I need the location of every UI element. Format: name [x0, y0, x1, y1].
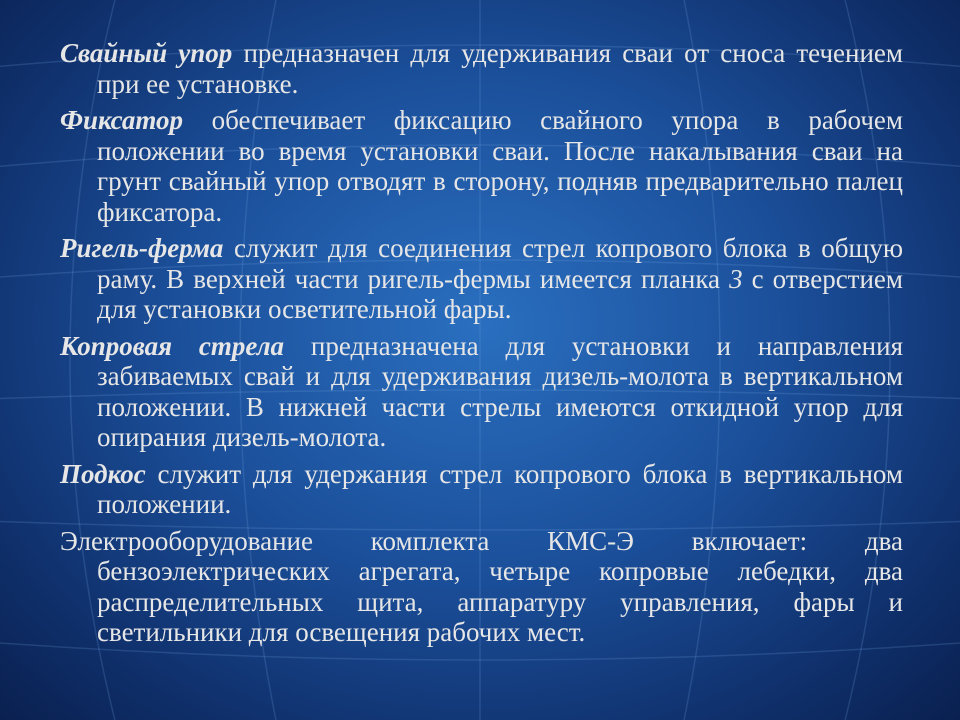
reference-number: 3	[729, 263, 743, 294]
paragraph-text: Электрооборудование комплекта КМС-Э включает: два бензоэлектрических агрегата, четыре копровые лебедки, два распределительных щита, аппаратуру управления, фары и светильники для освещения рабочих мест.	[60, 525, 903, 647]
paragraph-text: предназначен для удерживания сваи от сноса течением при ее установке.	[97, 38, 903, 99]
term-podkos: Подкос	[60, 458, 146, 489]
paragraph-text: служит для удержания стрел копрового блока в вертикальном положении.	[97, 458, 903, 519]
term-fiksator: Фиксатор	[60, 105, 184, 135]
paragraph-svainyi-upor	[60, 38, 903, 99]
paragraph-text: с отверстием для установки осветительной фары.	[97, 263, 903, 324]
paragraph-podkos	[60, 459, 903, 520]
term-svainyi-upor: Свайный упор	[60, 38, 233, 68]
paragraph-text: обеспечивает фиксацию свайного упора в рабочем положении во время установки сваи. После накалывания сваи на грунт свайный упор отводят в сторону, подняв предварительно палец фиксатора.	[97, 105, 903, 227]
term-rigel-ferma: Ригель-ферма	[60, 233, 224, 263]
paragraph-koprovaya-strela	[60, 331, 903, 453]
paragraph-rigel-ferma	[60, 233, 903, 325]
slide-body	[60, 38, 903, 654]
paragraph-fiksator	[60, 105, 903, 227]
paragraph-text: служит для соединения стрел копрового блока в общую раму. В верхней части ригель-фермы имеется планка	[97, 233, 903, 294]
paragraph-elektrooborudovanie	[60, 526, 903, 648]
term-koprovaya-strela: Копровая стрела	[60, 330, 285, 361]
paragraph-text: предназначена для установки и направления забиваемых свай и для удерживания дизель-молота в вертикальном положении. В нижней части стрелы имеются откидной упор для опирания дизель-молота.	[97, 330, 903, 452]
